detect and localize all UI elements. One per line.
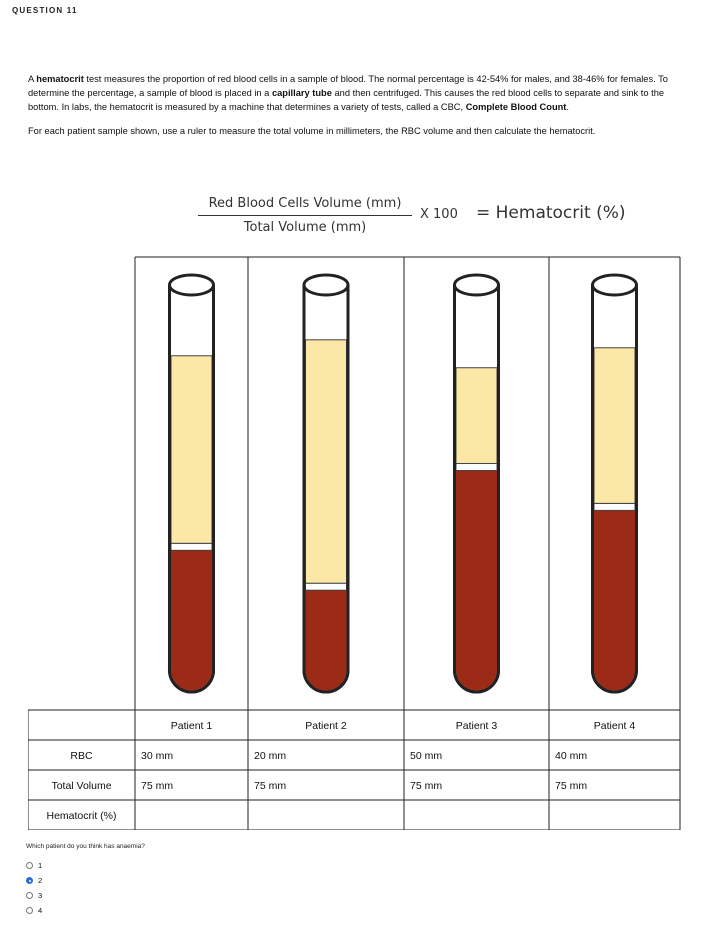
table-header-patient: Patient 1 xyxy=(170,720,213,732)
answer-options xyxy=(26,858,42,918)
option-label: 2 xyxy=(38,876,43,885)
table-cell: 20 mm xyxy=(254,750,287,762)
term-hematocrit: hematocrit xyxy=(36,74,84,84)
answer-option[interactable] xyxy=(26,903,42,918)
rbc-layer xyxy=(456,471,497,691)
table-header-patient: Patient 4 xyxy=(593,720,636,732)
option-label: 3 xyxy=(38,891,43,900)
intro-text xyxy=(28,72,688,148)
table-row-label: RBC xyxy=(70,750,93,762)
rbc-layer xyxy=(594,510,635,690)
intro-text-c: test measures the proportion of red blood cells in a sample of blood. The normal percentage is 42-54% for males, and 38-46% for females. To determine the percentage, a sample of blood is placed in a xyxy=(28,74,668,98)
table-row-label: Hematocrit (%) xyxy=(46,810,117,822)
plasma-layer xyxy=(171,356,212,544)
plasma-layer xyxy=(594,348,635,504)
table-header-patient: Patient 2 xyxy=(305,720,347,732)
intro-paragraph-1 xyxy=(28,72,688,114)
table-cell: 75 mm xyxy=(141,780,174,792)
question-number: QUESTION 11 xyxy=(12,6,78,15)
formula-multiplier: X 100 xyxy=(420,207,458,222)
radio-button[interactable] xyxy=(26,862,33,869)
radio-button[interactable] xyxy=(26,877,33,884)
answer-option[interactable] xyxy=(26,858,42,873)
radio-button[interactable] xyxy=(26,892,33,899)
tube-opening xyxy=(455,275,499,295)
tube-table-grid xyxy=(28,255,692,830)
option-label: 4 xyxy=(38,906,43,915)
formula-numerator: Red Blood Cells Volume (mm) xyxy=(208,196,402,211)
intro-text-e: and then centrifuged. This causes the red blood cells to separate and sink to the bottom. In labs, the hematocrit is measured by a machine that determines a variety of tests, called a CBC, xyxy=(28,88,665,112)
buffy-coat-band xyxy=(456,464,497,471)
table-cell: 30 mm xyxy=(141,750,174,762)
table-cell: 50 mm xyxy=(410,750,443,762)
tube-opening xyxy=(304,275,348,295)
anaemia-question: Which patient do you think has anaemia? xyxy=(26,843,145,850)
table-row-label: Total Volume xyxy=(51,780,112,792)
option-label: 1 xyxy=(38,861,43,870)
table-cell: 75 mm xyxy=(254,780,287,792)
table-cell: 75 mm xyxy=(555,780,588,792)
term-cbc: Complete Blood Count xyxy=(465,102,567,112)
buffy-coat-band xyxy=(171,543,212,550)
formula-result: = Hematocrit (%) xyxy=(476,203,626,223)
answer-option[interactable] xyxy=(26,873,42,888)
intro-text-a: A xyxy=(28,74,37,84)
rbc-layer xyxy=(171,550,212,690)
plasma-layer xyxy=(306,340,347,583)
table-cell: 75 mm xyxy=(410,780,443,792)
table-header-patient: Patient 3 xyxy=(455,720,498,732)
tube-opening xyxy=(593,275,637,295)
hematocrit-formula xyxy=(196,196,666,246)
intro-paragraph-2: For each patient sample shown, use a ruler to measure the total volume in millimeters, the RBC volume and then calculate the hematocrit. xyxy=(28,126,596,136)
term-capillary-tube: capillary tube xyxy=(271,88,332,98)
formula-fraction xyxy=(196,196,414,235)
formula-denominator: Total Volume (mm) xyxy=(243,220,367,235)
buffy-coat-band xyxy=(306,583,347,590)
tube-opening xyxy=(170,275,214,295)
table-cell: 40 mm xyxy=(555,750,588,762)
radio-button[interactable] xyxy=(26,907,33,914)
buffy-coat-band xyxy=(594,503,635,510)
rbc-layer xyxy=(306,590,347,690)
answer-option[interactable] xyxy=(26,888,42,903)
plasma-layer xyxy=(456,368,497,464)
intro-text-g: . xyxy=(566,102,569,112)
